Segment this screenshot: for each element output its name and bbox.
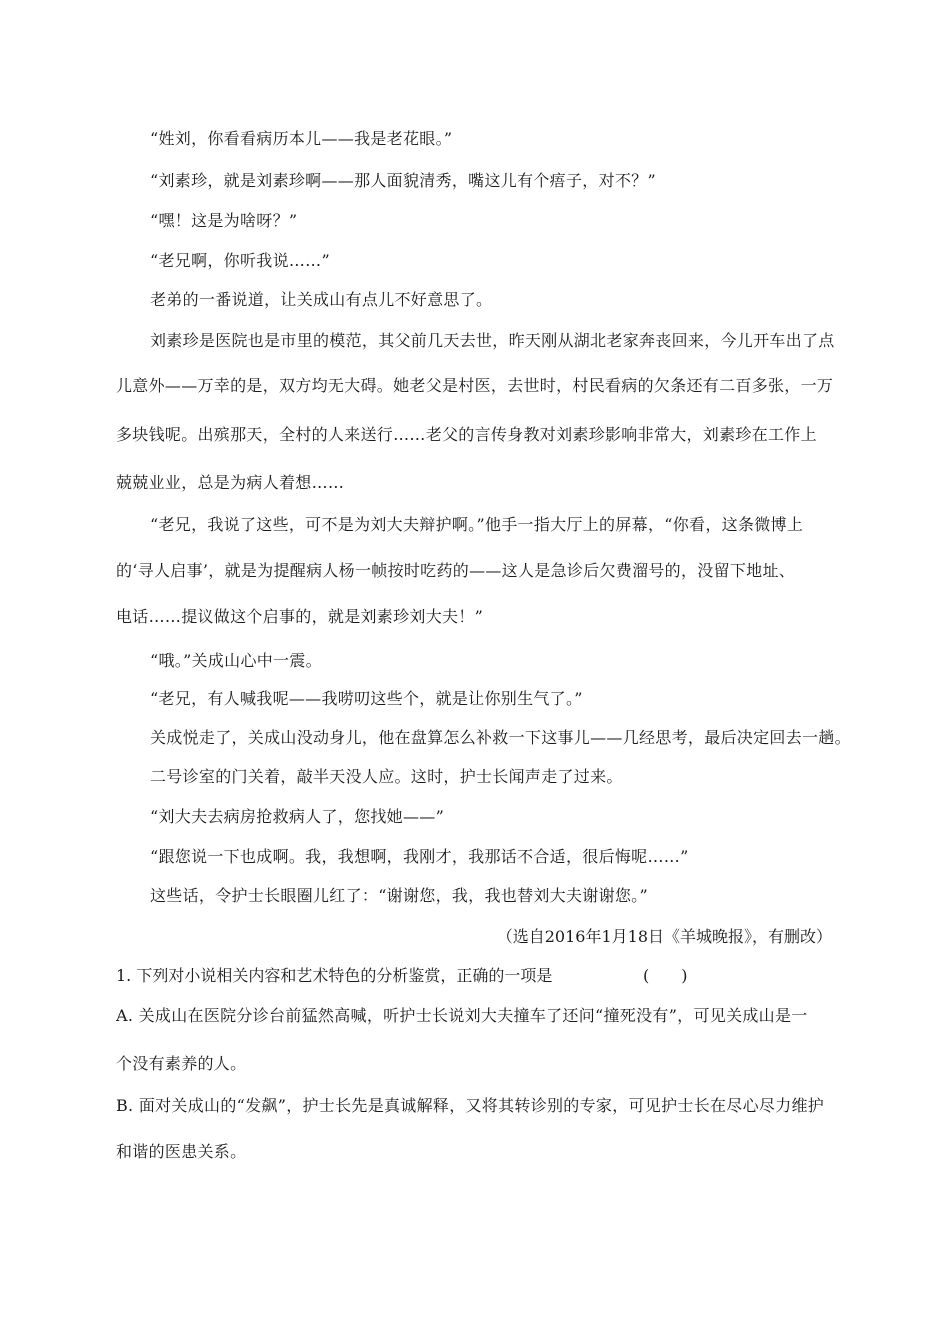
source-citation: （选自2016年1月18日《羊城晚报》，有删改） [496, 927, 832, 946]
passage-line: 的‘寻人启事’，就是为提醒病人杨一帧按时吃药的——这人是急诊后欠费溜号的，没留下地址、 [116, 561, 796, 580]
passage-line: “嘿！这是为啥呀？” [150, 211, 298, 230]
passage-line: “老兄，我说了这些，可不是为刘大夫辩护啊。”他手一指大厅上的屏幕，“你看，这条微博上 [150, 515, 804, 534]
passage-line: 关成悦走了，关成山没动身儿，他在盘算怎么补救一下这事儿——几经思考，最后决定回去一趟。 [150, 728, 851, 747]
passage-line: 刘素珍是医院也是市里的模范，其父前几天去世，昨天刚从湖北老家奔丧回来，今儿开车出了点 [150, 331, 835, 350]
passage-line: “刘素珍，就是刘素珍啊——那人面貌清秀，嘴这儿有个痦子，对不？” [150, 171, 656, 190]
option-a-line: A. 关成山在医院分诊台前猛然高喊，听护士长说刘大夫撞车了还问“撞死没有”，可见关成山是一 [116, 1006, 808, 1025]
passage-line: “老兄，有人喊我呢——我唠叨这些个，就是让你别生气了。” [150, 689, 583, 708]
passage-line: “跟您说一下也成啊。我，我想啊，我刚才，我那话不合适，很后悔呢……” [150, 847, 689, 866]
option-b-line: B. 面对关成山的“发飙”，护士长先是真诚解释，又将其转诊别的专家，可见护士长在尽心尽力维护 [116, 1096, 825, 1115]
passage-line: 兢兢业业，总是为病人着想…… [116, 473, 345, 492]
passage-line: “哦。”关成山心中一震。 [150, 651, 322, 670]
option-a-line: 个没有素养的人。 [116, 1054, 247, 1073]
passage-line: “老兄啊，你听我说……” [150, 251, 330, 270]
passage-line: “刘大夫去病房抢救病人了，您找她——” [150, 807, 445, 826]
passage-line: “姓刘，你看看病历本儿——我是老花眼。” [150, 129, 453, 148]
passage-line: 电话……提议做这个启事的，就是刘素珍刘大夫！” [116, 607, 484, 626]
passage-line: 二号诊室的门关着，敲半天没人应。这时，护士长闻声走了过来。 [150, 767, 623, 786]
passage-line: 老弟的一番说道，让关成山有点儿不好意思了。 [150, 290, 493, 309]
answer-bracket: ( ) [643, 966, 688, 985]
passage-line: 儿意外——万幸的是，双方均无大碍。她老父是村医，去世时，村民看病的欠条还有二百多张，一万 [116, 376, 834, 395]
question-stem: 1. 下列对小说相关内容和艺术特色的分析鉴赏，正确的一项是 [116, 966, 553, 985]
option-b-line: 和谐的医患关系。 [116, 1142, 247, 1161]
passage-line: 多块钱呢。出殡那天，全村的人来送行……老父的言传身教对刘素珍影响非常大，刘素珍在工作上 [116, 425, 817, 444]
passage-line: 这些话，令护士长眼圈儿红了：“谢谢您，我，我也替刘大夫谢谢您。” [150, 886, 648, 905]
